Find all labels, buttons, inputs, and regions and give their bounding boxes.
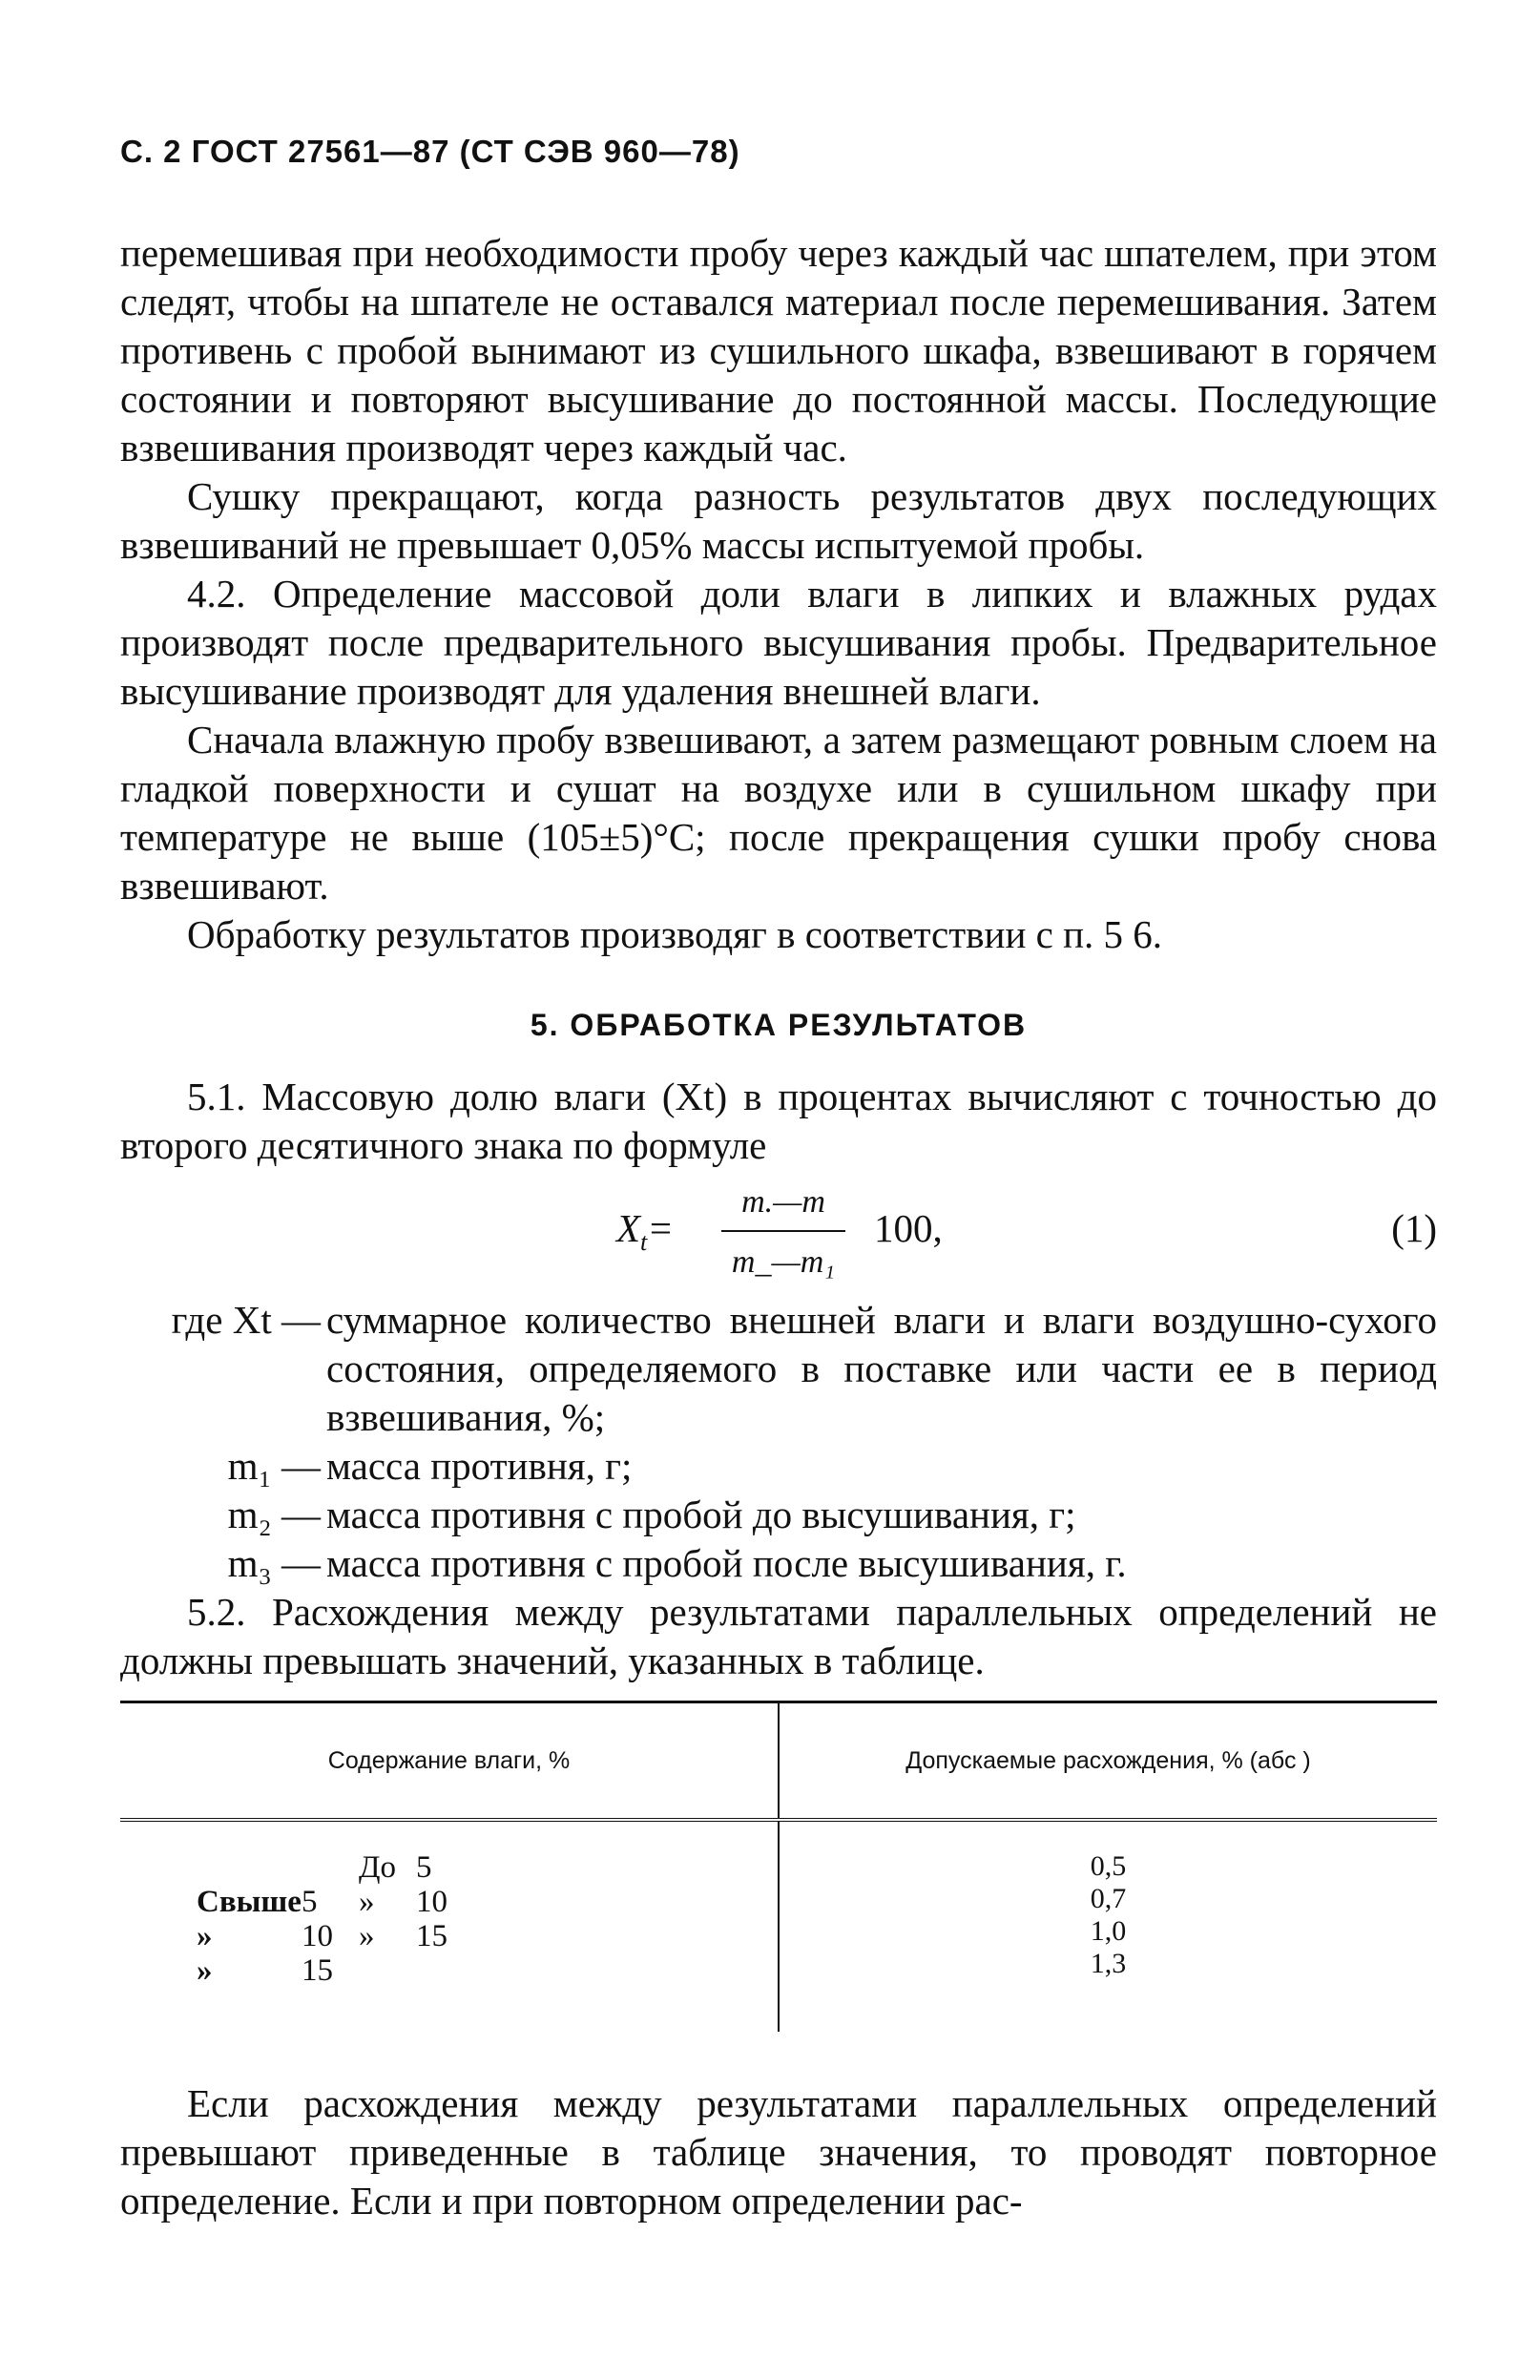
paragraph-5-1: 5.1. Массовую долю влаги (Xt) в процентах вычисляют с точностью до второго десятичного знака по формуле [120,1075,1437,1167]
formula-multiplier: 100, [874,1206,943,1250]
table-header-moisture: Содержание влаги, % [120,1702,779,1821]
definition-item: m₁ — масса противня, г; [227,1444,633,1488]
page-header: С. 2 ГОСТ 27561—87 (СТ СЭВ 960—78) [120,134,740,169]
table-header-tolerance: Допускаемые расхождения, % (абс ) [779,1702,1437,1821]
table-cell-values [779,1820,1437,2032]
table-row: » 15 [197,1953,333,1988]
table-row: Свыше 5 » 10 [197,1885,447,1919]
formula-fraction [721,1178,845,1286]
paragraph-processing-ref: Обработку результатов производяг в соответствии с п. 5 6. [187,912,1163,956]
table-value: 1,3 [1090,1948,1127,1979]
formula-1 [120,1178,1437,1283]
table-row: » 10 » 15 [197,1919,447,1953]
table-cell-ranges [120,1820,779,2032]
definition-item: m₂ — масса противня с пробой до высушивания, г; [227,1493,1076,1536]
paragraph-4-2: 4.2. Определение массовой доли влаги в липких и влажных рудах производят после предварительного высушивания пробы. Предварительное высушивание производят для удаления внешней влаги. [120,572,1437,713]
paragraph-drying-stop: Сушку прекращают, когда разность результатов двух последующих взвешиваний не превышает 0,05% массы испытуемой пробы. [120,474,1437,567]
table-value: 0,5 [1090,1850,1127,1882]
tolerance-table [120,1701,1437,2032]
formula-numerator: m.—m [721,1178,845,1232]
definitions-list [120,1296,1437,1588]
table-row: До 5 [359,1850,432,1885]
document-body [120,229,1437,2225]
formula-number: (1) [1391,1206,1437,1250]
paragraph-continuation: перемешивая при необходимости пробу через каждый час шпателем, при этом следят, чтобы на шпателе не оставался материал после перемешивания. Затем противень с пробой вынимают из сушильного шкафа, взвешивают в горячем состоянии и повторяют высушивание до постоянной массы. Последующие взвешивания производят через каждый час. [120,231,1437,470]
section-title: 5. ОБРАБОТКА РЕЗУЛЬТАТОВ [530,1008,1028,1042]
formula-lhs: $X_t=$ [616,1206,674,1257]
definition-item: где Xt — суммарное количество внешней влаги и влаги воздушно-сухого состояния, определяемого в поставке или части ее в период взвешивания, %; [171,1298,1437,1439]
definition-item: m₃ — масса противня с пробой после высушивания, г. [227,1541,1127,1585]
paragraph-weighing: Сначала влажную пробу взвешивают, а затем размещают ровным слоем на гладкой поверхности и сушат на воздухе или в сушильном шкафу при температуре не выше (105±5)°С; после прекращения сушки пробу снова взвешивают. [120,718,1437,908]
table-value: 0,7 [1090,1883,1127,1914]
table-value: 1,0 [1090,1915,1127,1947]
paragraph-after-table: Если расхождения между результатами параллельных определений превышают приведенные в таблице значения, то проводят повторное определение. Если и при повторном определении рас- [120,2081,1437,2223]
formula-denominator: m_—m₁ [731,1244,836,1280]
paragraph-5-2: 5.2. Расхождения между результатами параллельных определений не должны превышать значений, указанных в таблице. [120,1590,1437,1682]
